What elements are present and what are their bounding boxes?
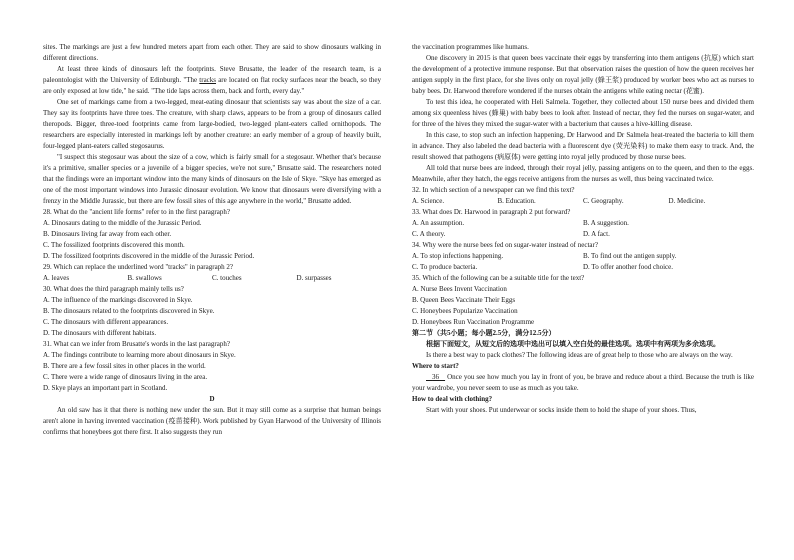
question-33-option-a: A. An assumption. xyxy=(412,219,465,227)
underlined-word-tracks: tracks xyxy=(199,76,217,84)
question-34-options-ab xyxy=(412,251,754,262)
passage-d-paragraph-2: One discovery in 2015 is that queen bees vaccinate their eggs by transferring into them antigens (抗原) which start the development of a protective immune response. But that observation raises the question of how the queen receives her antigen supply in the first place, for she lives only on royal jelly (蜂王浆) produced by worker bees who act as nurses to baby bees. Dr. Harwood therefore wondered if the nurses obtain the antigens while eating nectar (花蜜). xyxy=(412,54,754,95)
question-32: 32. In which section of a newspaper can we find this text? xyxy=(412,186,575,194)
question-30-option-d: D. The dinosaurs with different habitats. xyxy=(43,329,157,337)
heading-clothing: How to deal with clothing? xyxy=(412,395,493,403)
question-28-option-d: D. The fossilized footprints discovered in the middle of the Jurassic Period. xyxy=(43,252,255,260)
question-28-option-a: A. Dinosaurs dating to the middle of the Jurassic Period. xyxy=(43,219,202,227)
question-32-options xyxy=(412,196,754,207)
question-29: 29. Which can replace the underlined word "tracks" in paragraph 2? xyxy=(43,263,234,271)
question-35-option-a: A. Nurse Bees Invent Vaccination xyxy=(412,285,507,293)
question-29-options xyxy=(43,273,381,284)
question-33-option-b: B. A suggestion. xyxy=(583,219,629,227)
question-31-option-d: D. Skye plays an important part in Scotland. xyxy=(43,384,168,392)
question-30-option-c: C. The dinosaurs with different appearances. xyxy=(43,318,169,326)
question-31-option-a: A. The findings contribute to learning more about dinosaurs in Skye. xyxy=(43,351,236,359)
question-31-option-b: B. There are a few fossil sites in other places in the world. xyxy=(43,362,206,370)
question-35-option-d: D. Honeybees Run Vaccination Programme xyxy=(412,318,535,326)
question-32-option-a: A. Science. xyxy=(412,197,445,205)
question-29-option-b: B. swallows xyxy=(127,274,162,282)
passage-c-paragraph-2: At least three kinds of dinosaurs left the footprints. Steve Brusatte, the leader of the research team, is a paleontologist with the University of Edinburgh. "The tracks are located on flat rocky surfaces near the beach, so they are only exposed at low tide," he said. "The tide laps across them, back and forth, every day." xyxy=(43,65,381,95)
passage-c-paragraph-1: sites. The markings are just a few hundred meters apart from each other. They are said to show dinosaurs walking in different directions. xyxy=(43,43,381,62)
right-column xyxy=(412,42,754,416)
question-32-option-c: C. Geography. xyxy=(583,197,624,205)
question-30: 30. What does the third paragraph mainly tells us? xyxy=(43,285,184,293)
left-column xyxy=(43,42,381,438)
passage-d-paragraph-1: An old saw has it that there is nothing new under the sun. But it may still come as a surprise that human beings aren't alone in having invented vaccination (疫苗接种). Work published by Gyan Harwood of the University of Illinois confirms that honeybees got there first. It also suggests they run xyxy=(43,406,381,436)
question-34-option-b: B. To find out the antigen supply. xyxy=(583,252,677,260)
question-30-option-a: A. The influence of the markings discovered in Skye. xyxy=(43,296,193,304)
passage-d-paragraph-1-end: the vaccination programmes like humans. xyxy=(412,43,529,51)
question-35-option-c: C. Honeybees Popularize Vaccination xyxy=(412,307,518,315)
question-35: 35. Which of the following can be a suitable title for the text? xyxy=(412,274,585,282)
passage-d-paragraph-4: In this case, to stop such an infection happening, Dr Harwood and Dr Salmela heat-treated the bacteria to kill them in advance. They also labeled the dead bacteria with a fluorescent dye (荧光染料) to make them easy to track. And, the result showed that pathogens (病原体) were getting into royal jelly produced by those nurse bees. xyxy=(412,131,754,161)
passage-d-paragraph-3: To test this idea, he cooperated with Heli Salmela. Together, they collected about 150 nurse bees and divided them among six queenless hives (蜂巢) with baby bees to look after. Instead of nectar, they fed the nurses on sugar-water, and for three of the hives they mixed the sugar-water with a bacterium that causes a hive-killing disease. xyxy=(412,98,754,128)
passage-d-paragraph-5: All told that nurse bees are indeed, through their royal jelly, passing antigens on to the queen, and then to the eggs. Meanwhile, after they hatch, the eggs receive antigens from the nurses as well, thus being vaccinated twice. xyxy=(412,164,754,183)
question-32-option-d: D. Medicine. xyxy=(668,197,706,205)
passage-d-label: D xyxy=(209,395,215,403)
question-30-option-b: B. The dinosaurs related to the footprints discovered in Skye. xyxy=(43,307,215,315)
section-2-title: 第二节（共5小题；每小题2.5分，满分12.5分） xyxy=(412,329,556,337)
question-33-options-ab xyxy=(412,218,754,229)
blank-36[interactable]: 36 xyxy=(432,373,440,381)
question-28-option-b: B. Dinosaurs living far away from each other. xyxy=(43,230,172,238)
section-2-intro: Is there a best way to pack clothes? The following ideas are of great help to those who are always on the way. xyxy=(426,351,733,359)
question-29-option-a: A. leaves xyxy=(43,274,70,282)
question-29-option-d: D. surpasses xyxy=(296,274,332,282)
passage-c-paragraph-4: "I suspect this stegosaur was about the size of a cow, which is fairly small for a stegosaur. Whether that's because it's a primitive, smaller species or a juvenile of a bigger species, we're not sure," Brusatte said. The researchers noted that the findings were an important window into the many kinds of dinosaurs on the Isle of Skye. "Skye has emerged as one of the most important windows into Jurassic dinosaur evolution. We know that dinosaurs were diversifying with a frenzy in the Middle Jurassic, but there are few fossil sites of this age anywhere in the world," Brusatte added. xyxy=(43,153,381,205)
question-33-options-cd xyxy=(412,229,754,240)
question-29-option-c: C. touches xyxy=(212,274,242,282)
question-28: 28. What do the "ancient life forms" refer to in the first paragraph? xyxy=(43,208,230,216)
question-33-option-d: D. A fact. xyxy=(583,230,610,238)
question-33: 33. What does Dr. Harwood in paragraph 2 put forward? xyxy=(412,208,571,216)
question-31-option-c: C. There were a wide range of dinosaurs living in the area. xyxy=(43,373,208,381)
section-2-instructions: 根据下面短文，从短文后的选项中选出可以填入空白处的最佳选项。选项中有两项为多余选项。 xyxy=(426,340,720,348)
question-35-option-b: B. Queen Bees Vaccinate Their Eggs xyxy=(412,296,516,304)
question-34-option-c: C. To produce bacteria. xyxy=(412,263,478,271)
question-31: 31. What can we infer from Brusatte's words in the last paragraph? xyxy=(43,340,230,348)
heading-where-to-start: Where to start? xyxy=(412,362,459,370)
blank-36-paragraph: 36 Once you see how much you lay in front of you, be brave and reduce about a third. Because the truth is like your wardrobe, you never seem to use as much as you take. xyxy=(412,373,755,392)
passage-c-paragraph-3: One set of markings came from a two-legged, meat-eating dinosaur that scientists say was about the size of a car. They say its footprints have three toes. The creature, with sharp claws, appears to be from a group of dinosaurs called theropods. Bigger, three-toed footprints came from large-bodied, two-legged plant-eaters called ornithopods. The researchers are especially interested in markings left by another creature: an early member of a group of heavily built, four-legged plant-eaters called stegosaurus. xyxy=(43,98,381,150)
question-33-option-c: C. A theory. xyxy=(412,230,446,238)
clothing-paragraph: Start with your shoes. Put underwear or socks inside them to hold the shape of your shoes. Thus, xyxy=(426,406,697,414)
question-34-option-d: D. To offer another food choice. xyxy=(583,263,674,271)
question-34: 34. Why were the nurse bees fed on sugar-water instead of nectar? xyxy=(412,241,598,249)
question-34-options-cd xyxy=(412,262,754,273)
question-34-option-a: A. To stop infections happening. xyxy=(412,252,504,260)
question-28-option-c: C. The fossilized footprints discovered this month. xyxy=(43,241,185,249)
question-32-option-b: B. Education. xyxy=(497,197,536,205)
